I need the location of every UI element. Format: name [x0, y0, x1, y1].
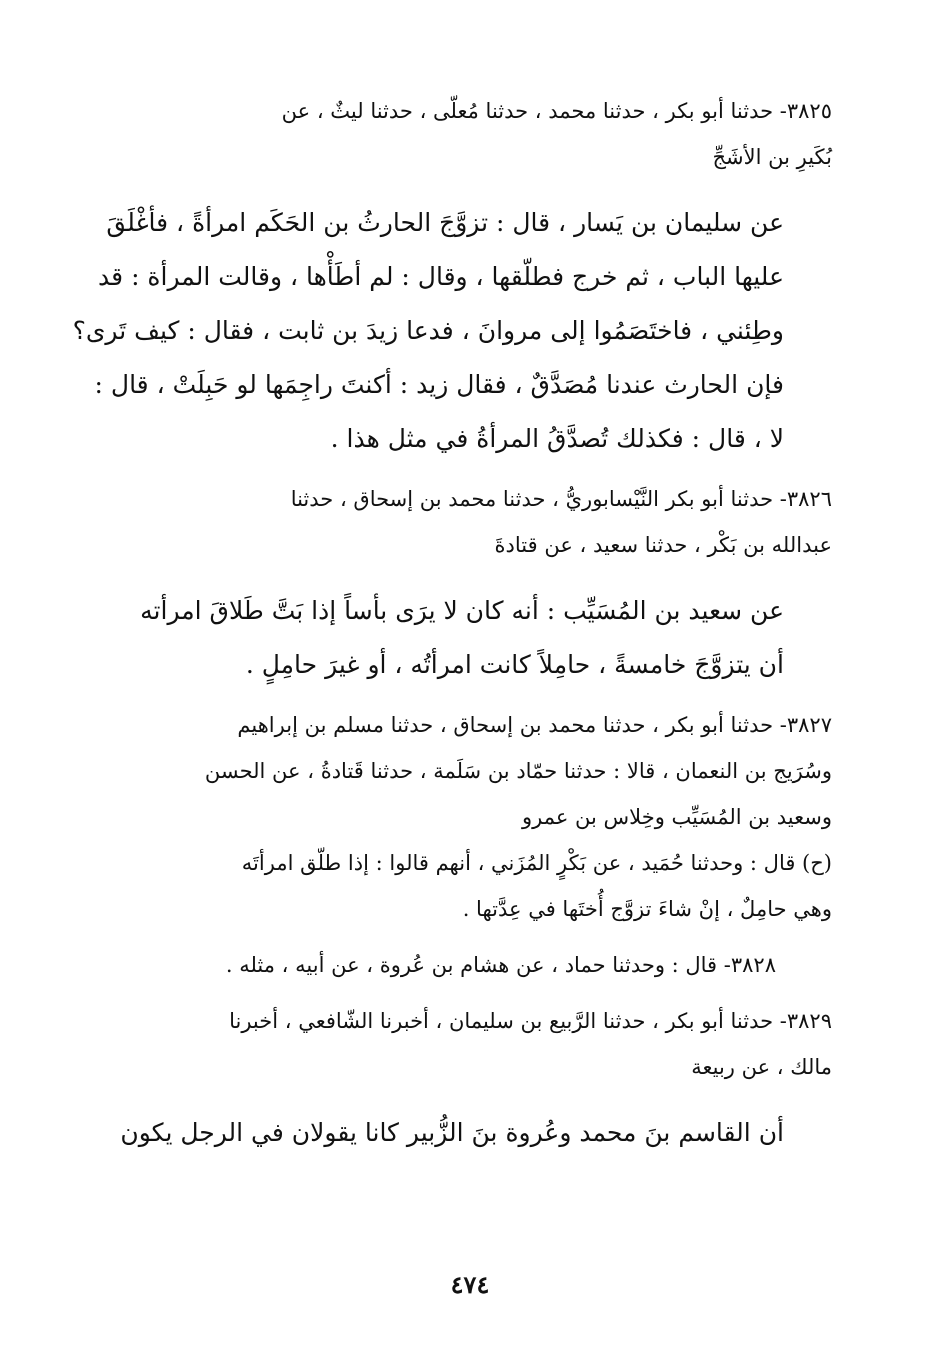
hadith-3825-matn: [72, 196, 832, 466]
hadith-3827-second-chain: [112, 840, 832, 932]
page-body: [72, 88, 832, 1160]
text-line: عبدالله بن بَكْر ، حدثنا سعيد ، عن قتادةَ: [494, 533, 832, 557]
text-line: ٣٨٢٧- حدثنا أبو بكر ، حدثنا محمد بن إسحاق ، حدثنا مسلم بن إبراهيم: [237, 713, 832, 737]
hadith-3828: [112, 942, 832, 988]
hadith-3825-isnad: [112, 88, 832, 180]
text-line: عن سليمان بن يَسار ، قال : تزوَّجَ الحارثُ بن الحَكَم امرأةً ، فأغْلَقَ: [106, 208, 784, 237]
hadith-3829-isnad: [112, 998, 832, 1090]
text-line: عليها الباب ، ثم خرج فطلّقها ، وقال : لم أطَأْها ، وقالت المرأة : قد: [98, 262, 784, 291]
text-line: ٣٨٢٨- قال : وحدثنا حماد ، عن هشام بن عُروة ، عن أبيه ، مثله .: [225, 953, 776, 977]
text-line: (ح) قال : وحدثنا حُمَيد ، عن بَكْرٍ المُزَني ، أنهم قالوا : إذا طلّق امرأتَه: [241, 851, 832, 875]
text-line: فإن الحارث عندنا مُصَدَّقٌ ، فقال زيد : أكنتَ راجِمَها لو حَبِلَتْ ، قال :: [94, 370, 784, 399]
text-line: ٣٨٢٦- حدثنا أبو بكر النَّيْسابوريُّ ، حدثنا محمد بن إسحاق ، حدثنا: [290, 487, 832, 511]
hadith-3826-matn: [112, 584, 832, 692]
text-line: عن سعيد بن المُسَيِّب : أنه كان لا يرَى بأساً إذا بَتَّ طَلاقَ امرأته: [140, 596, 784, 625]
hadith-3826-isnad: [112, 476, 832, 568]
text-line: وسعيد بن المُسَيِّب وخِلاس بن عمرو: [521, 805, 832, 829]
text-line: أن القاسم بنَ محمد وعُروة بنَ الزُّبير كانا يقولان في الرجل يكون: [120, 1118, 784, 1147]
text-line: وطِئني ، فاختَصَمُوا إلى مروانَ ، فدعا زيدَ بن ثابت ، فقال : كيف تَرى؟: [72, 316, 784, 345]
text-line: لا ، قال : فكذلك تُصدَّقُ المرأةُ في مثل هذا .: [330, 424, 784, 453]
text-line: أن يتزوَّجَ خامسةً ، حامِلاً كانت امرأتُه ، أو غيرَ حامِلٍ .: [245, 650, 784, 679]
hadith-3829-matn: [112, 1106, 832, 1160]
text-line: مالك ، عن ربيعة: [691, 1055, 832, 1079]
hadith-3827-isnad: [112, 702, 832, 840]
text-line: بُكَيرِ بن الأشَجِّ: [712, 145, 832, 169]
text-line: ٣٨٢٩- حدثنا أبو بكر ، حدثنا الرَّبيع بن سليمان ، أخبرنا الشّافعي ، أخبرنا: [229, 1009, 832, 1033]
page-number: ٤٧٤: [450, 1270, 490, 1299]
text-line: وسُرَيج بن النعمان ، قالا : حدثنا حمّاد بن سَلَمة ، حدثنا قَتادةُ ، عن الحسن: [204, 759, 832, 783]
text-line: ٣٨٢٥- حدثنا أبو بكر ، حدثنا محمد ، حدثنا مُعلّى ، حدثنا ليثٌ ، عن: [281, 99, 832, 123]
text-line: وهي حامِلٌ ، إنْ شاءَ تزوَّج أُختَها في عِدَّتها .: [462, 897, 832, 921]
